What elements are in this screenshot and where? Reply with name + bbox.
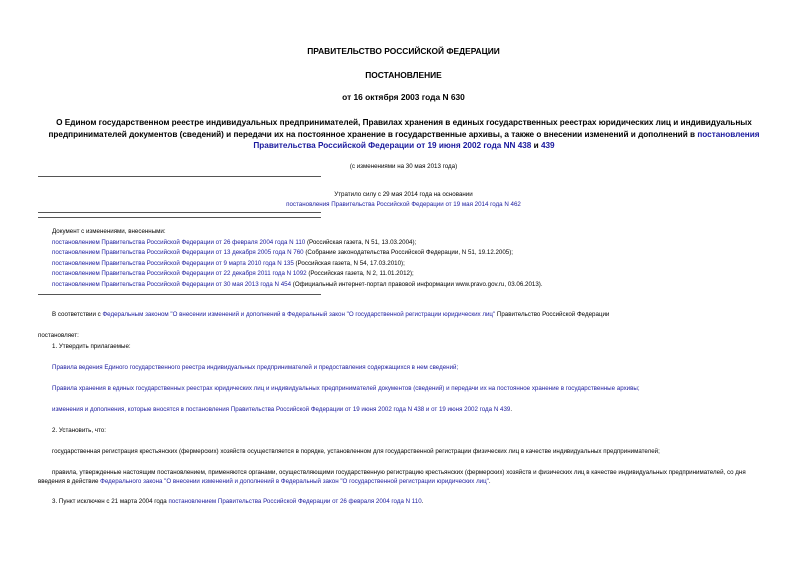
change-item-source: (Официальный интернет-портал правовой информации www.pravo.gov.ru, 03.06.2013).	[291, 281, 543, 288]
change-item	[52, 248, 513, 257]
amended-note: (с изменениями на 30 мая 2013 года)	[349, 163, 458, 170]
clause-2-farms: государственная регистрация крестьянских (фермерских) хозяйств осуществляется в порядке, установленном для государственной регистрации физических лиц в качестве индивидуальных предпринимателей;	[52, 448, 660, 455]
intro-paragraph	[52, 310, 609, 319]
clause-1: 1. Утвердить прилагаемые:	[52, 343, 131, 350]
change-item-link[interactable]: постановлением Правительства Российской Федерации от 22 декабря 2011 года N 1092	[52, 270, 307, 277]
amendments-end: .	[510, 406, 513, 413]
clause-3	[52, 497, 423, 506]
clause-2-rules	[38, 468, 768, 486]
amendments-link[interactable]: изменения и дополнения, которые вносятся в постановления Правительства Российской Федерации от 19 июня 2002 года N 438 и от 19 июня 2002 года N 439	[52, 406, 511, 413]
divider	[38, 217, 321, 218]
title-and: и	[531, 141, 541, 151]
clause-2-rules-text: правила, утвержденные настоящим постановлением, применяются органами, осуществляющими государственную регистрацию крестьянских (фермерских) хозяйств и физических лиц в качестве индивидуальных предпринимателей, со дня введения в действие	[38, 469, 746, 485]
clause-3-text: 3. Пункт исключен с 21 марта 2004 года	[52, 498, 169, 505]
change-item-source: (Российская газета, N 51, 13.03.2004);	[305, 239, 417, 246]
rules-storage-link[interactable]: Правила хранения в единых государственных реестрах юридических лиц и индивидуальных предпринимателей документов (сведений) и передачи их на постоянное хранение в государственные архивы;	[52, 385, 640, 392]
title-link-438[interactable]: постановления Правительства Российской Федерации от 19 июня 2002 года NN 438	[253, 129, 760, 151]
change-item-link[interactable]: постановлением Правительства Российской Федерации от 30 мая 2013 года N 454	[52, 281, 292, 288]
title-text: О Едином государственном реестре индивидуальных предпринимателей, Правилах хранения в единых государственных реестрах юридических лиц и индивидуальных предпринимателей документов (сведений) и передачи их на постоянное хранение в государственные архивы, а также о внесении изменений и дополнений в	[48, 118, 752, 139]
document-date-number: от 16 октября 2003 года N 630	[342, 92, 465, 102]
change-item	[52, 269, 414, 278]
decrees-word: постановляет:	[38, 332, 79, 339]
rules-register-link[interactable]: Правила ведения Единого государственного реестра индивидуальных предпринимателей и предоставления содержащихся в нем сведений;	[52, 364, 459, 371]
change-item-link[interactable]: постановлением Правительства Российской Федерации от 26 февраля 2004 года N 110	[52, 239, 306, 246]
intro-post: Правительство Российской Федерации	[495, 311, 610, 318]
document-title	[44, 117, 764, 152]
divider	[38, 212, 321, 213]
federal-law-link-2[interactable]: Федерального закона "О внесении изменений и дополнений в Федеральный закон "О государственной регистрации юридических лиц"	[100, 478, 489, 485]
change-item-source: (Российская газета, N 54, 17.03.2010);	[293, 260, 405, 267]
clause-3-end: .	[421, 498, 424, 505]
change-item-link[interactable]: постановлением Правительства Российской Федерации от 13 декабря 2005 года N 760	[52, 249, 304, 256]
amendments-item	[52, 405, 512, 414]
void-link[interactable]: постановления Правительства Российской Федерации от 19 мая 2014 года N 462	[286, 201, 521, 208]
void-notice: Утратило силу с 29 мая 2014 года на основании	[334, 191, 473, 198]
changes-heading: Документ с изменениями, внесенными:	[52, 228, 166, 235]
change-item-link[interactable]: постановлением Правительства Российской Федерации от 9 марта 2010 года N 135	[52, 260, 294, 267]
change-item	[52, 259, 405, 268]
divider	[38, 176, 321, 177]
document-type: ПОСТАНОВЛЕНИЕ	[365, 70, 442, 80]
change-item	[52, 280, 543, 289]
change-item	[52, 238, 416, 247]
federal-law-link[interactable]: Федеральным законом "О внесении изменений и дополнений в Федеральный закон "О государственной регистрации юридических лиц"	[102, 311, 496, 318]
change-item-source: (Собрание законодательства Российской Федерации, N 51, 19.12.2005);	[303, 249, 514, 256]
intro-pre: В соответствии с	[52, 311, 103, 318]
government-heading: ПРАВИТЕЛЬСТВО РОССИЙСКОЙ ФЕДЕРАЦИИ	[307, 46, 500, 56]
clause-2: 2. Установить, что:	[52, 427, 106, 434]
clause-3-link[interactable]: постановлением Правительства Российской Федерации от 26 февраля 2004 года N 110	[168, 498, 422, 505]
clause-2-rules-end: .	[488, 478, 491, 485]
divider	[38, 294, 321, 295]
title-link-439[interactable]: 439	[540, 141, 555, 151]
change-item-source: (Российская газета, N 2, 11.01.2012);	[306, 270, 414, 277]
